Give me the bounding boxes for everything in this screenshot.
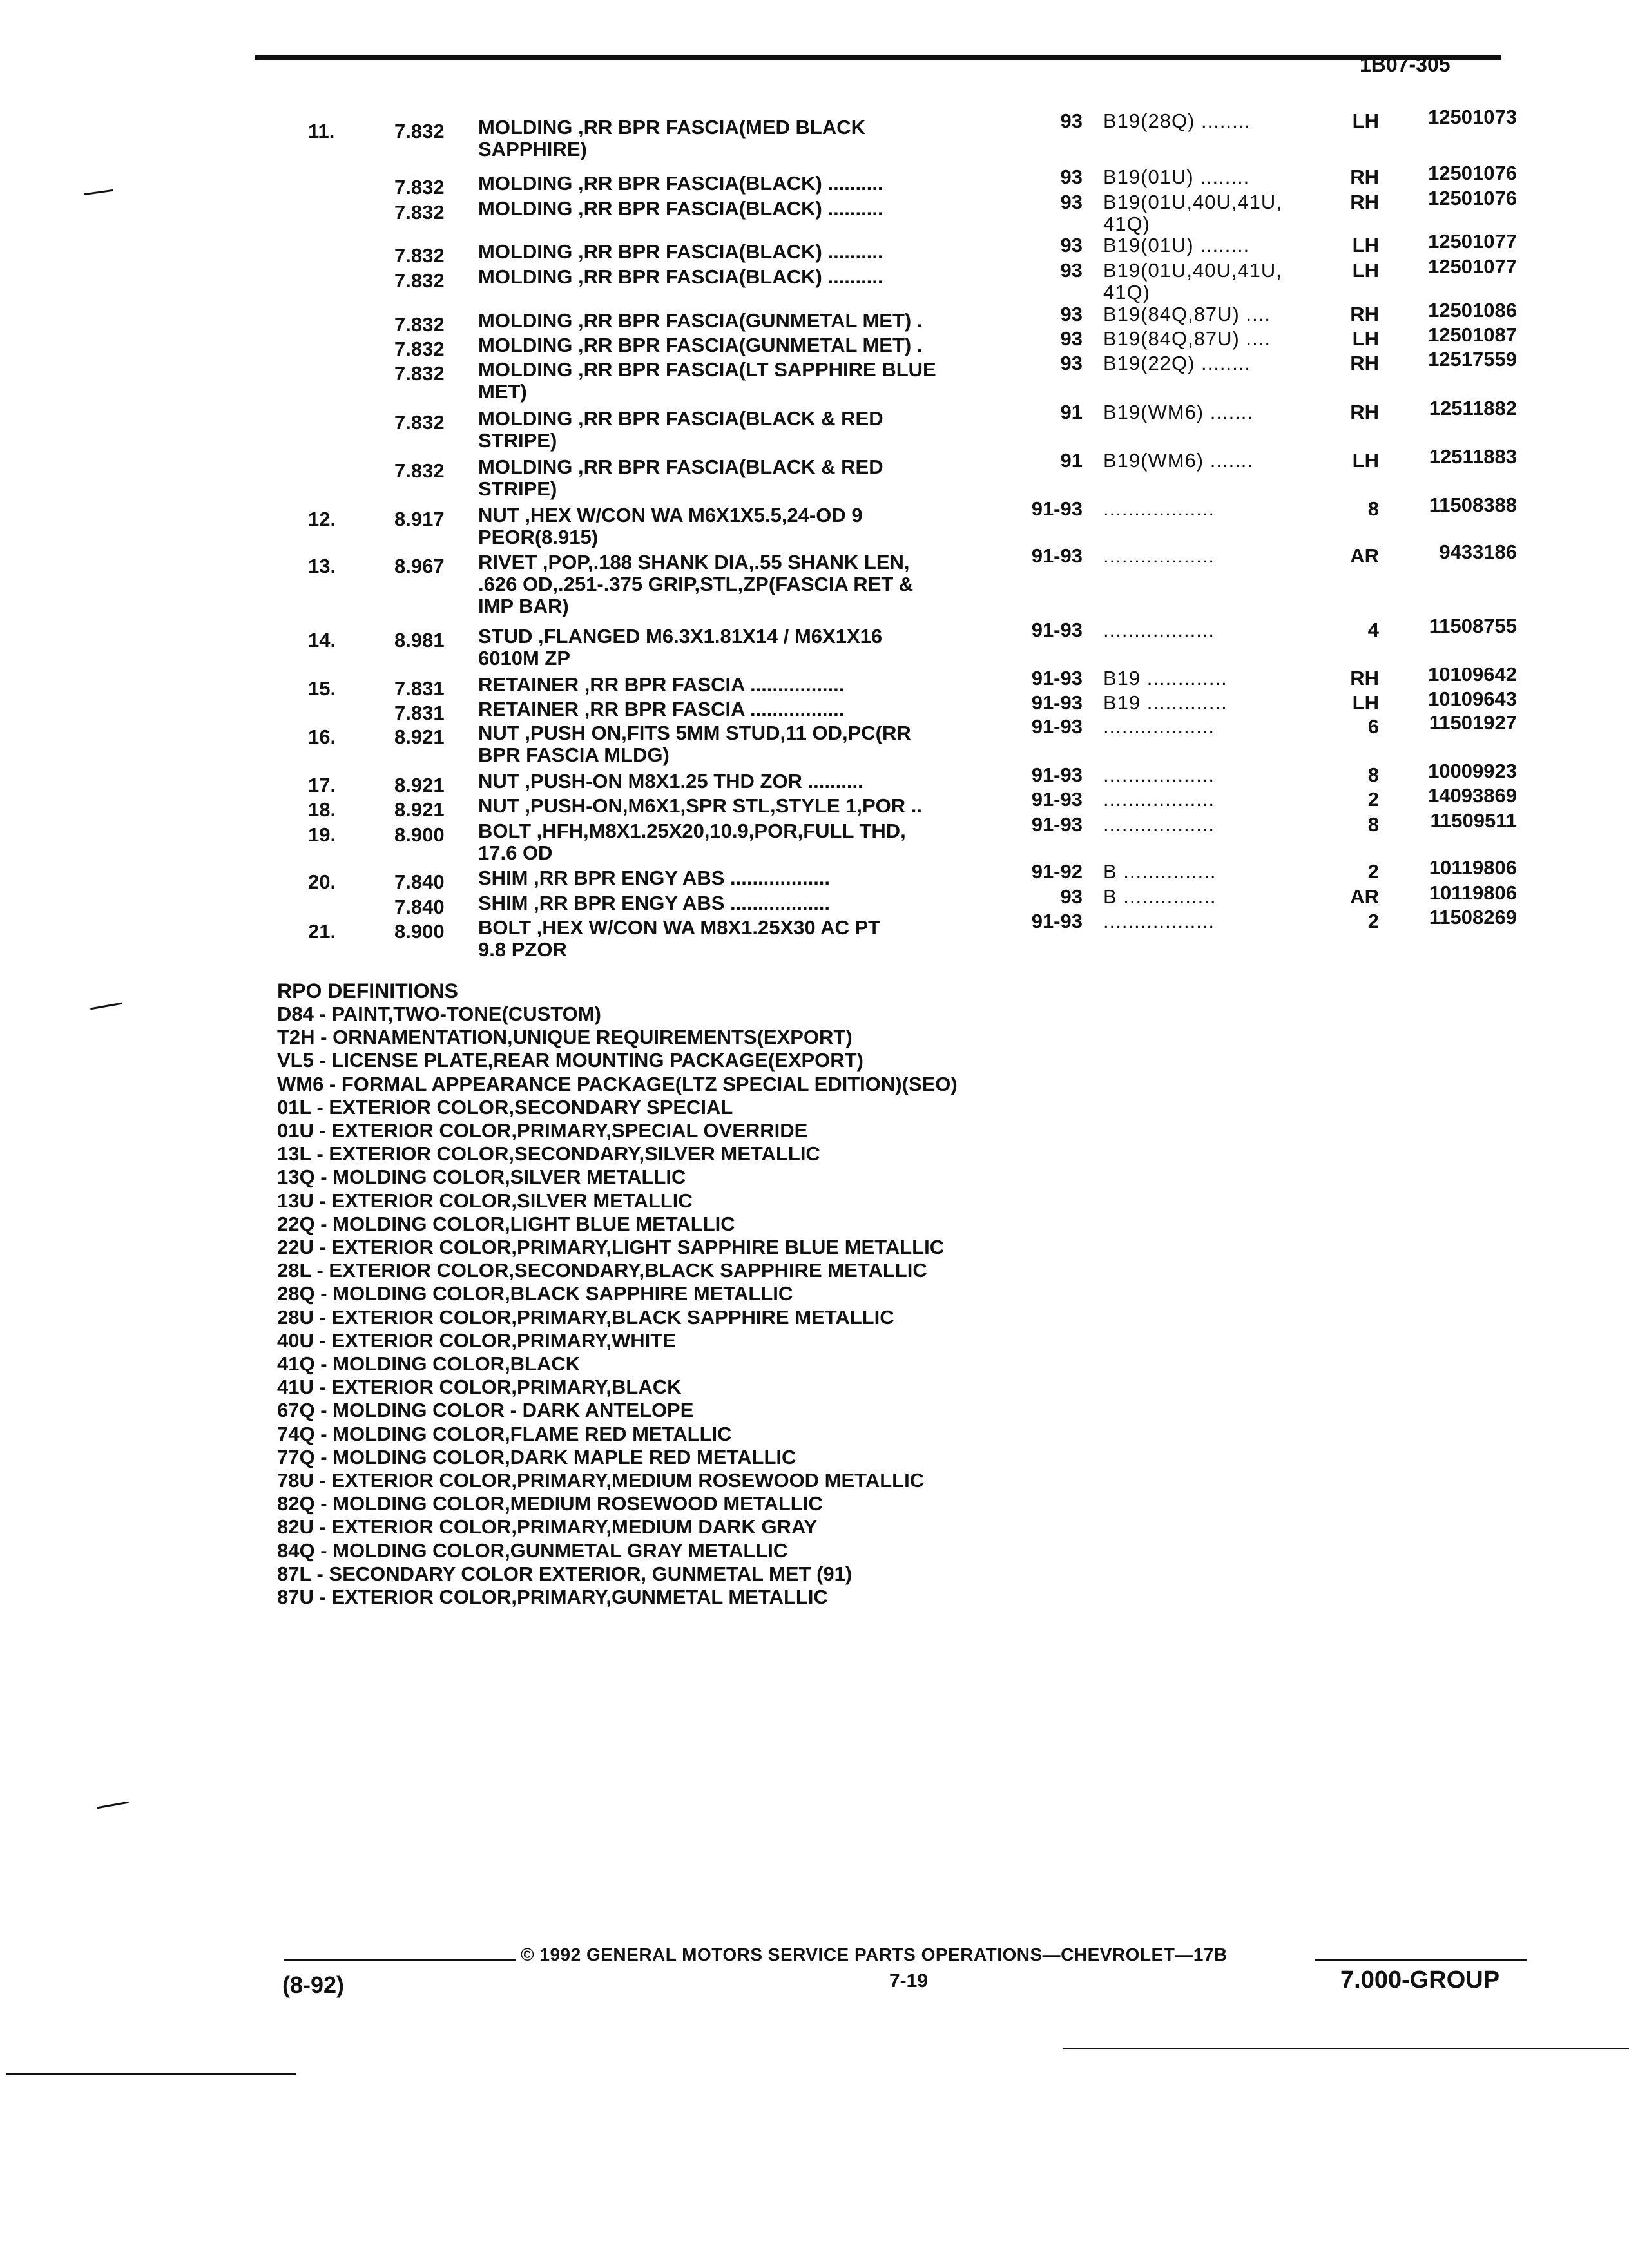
rpo-definition: 87U - EXTERIOR COLOR,PRIMARY,GUNMETAL METALLIC	[277, 1586, 828, 1609]
footer-rule-left	[284, 1959, 516, 1961]
item-number: 18.	[308, 798, 336, 821]
footer-page-number: 7-19	[889, 1970, 929, 1992]
part-description: NUT ,HEX W/CON WA M6X1X5.5,24-OD 9	[478, 504, 863, 526]
body-usage: B19(84Q,87U) ....	[1103, 327, 1271, 350]
part-description: MOLDING ,RR BPR FASCIA(BLACK & RED	[478, 456, 883, 478]
side-or-qty: 2	[1367, 860, 1379, 883]
model-year: 91-93	[1031, 619, 1083, 641]
group-number: 7.832	[394, 411, 445, 434]
item-number: 13.	[308, 555, 336, 577]
model-year: 91-93	[1031, 544, 1083, 567]
part-description: MOLDING ,RR BPR FASCIA(MED BLACK	[478, 116, 866, 139]
group-number: 7.832	[394, 269, 445, 292]
part-number: 12501076	[1428, 187, 1517, 209]
part-number: 10109642	[1428, 663, 1517, 686]
part-description: SHIM ,RR BPR ENGY ABS ..................	[478, 867, 831, 889]
body-usage-cont: 41Q)	[1103, 281, 1150, 303]
part-number: 12501076	[1428, 162, 1517, 184]
rpo-definition: D84 - PAINT,TWO-TONE(CUSTOM)	[277, 1003, 601, 1025]
model-year: 91-93	[1031, 691, 1083, 714]
rpo-definition: 22Q - MOLDING COLOR,LIGHT BLUE METALLIC	[277, 1212, 735, 1235]
body-usage: B19(22Q) ........	[1103, 352, 1251, 374]
rpo-definition: 22U - EXTERIOR COLOR,PRIMARY,LIGHT SAPPHIRE BLUE METALLIC	[277, 1236, 945, 1259]
rpo-definition: 13L - EXTERIOR COLOR,SECONDARY,SILVER METALLIC	[277, 1142, 820, 1166]
part-number: 11508388	[1429, 494, 1517, 516]
body-usage: ..................	[1103, 813, 1215, 836]
part-description: RIVET ,POP,.188 SHANK DIA,.55 SHANK LEN,	[478, 551, 910, 573]
rpo-definition: 28L - EXTERIOR COLOR,SECONDARY,BLACK SAPPHIRE METALLIC	[277, 1259, 927, 1282]
group-number: 7.832	[394, 362, 445, 385]
model-year: 93	[1060, 259, 1083, 282]
side-or-qty: 2	[1367, 788, 1379, 811]
model-year: 93	[1060, 352, 1083, 374]
part-number: 9433186	[1439, 541, 1517, 563]
part-description: MOLDING ,RR BPR FASCIA(BLACK) ..........	[478, 172, 883, 195]
rpo-definition: VL5 - LICENSE PLATE,REAR MOUNTING PACKAGE(EXPORT)	[277, 1049, 863, 1072]
model-year: 91-93	[1031, 764, 1083, 786]
rpo-definition: 01U - EXTERIOR COLOR,PRIMARY,SPECIAL OVERRIDE	[277, 1119, 808, 1142]
side-or-qty: 8	[1367, 497, 1379, 520]
rpo-definition: 41Q - MOLDING COLOR,BLACK	[277, 1352, 581, 1376]
part-description: BOLT ,HFH,M8X1.25X20,10.9,POR,FULL THD,	[478, 820, 906, 842]
body-usage-cont: 41Q)	[1103, 213, 1150, 235]
group-number: 8.981	[394, 629, 445, 651]
part-description: RETAINER ,RR BPR FASCIA .................	[478, 673, 845, 696]
part-number: 10009923	[1428, 760, 1517, 782]
part-description: MOLDING ,RR BPR FASCIA(BLACK) ..........	[478, 197, 883, 220]
group-number: 7.840	[394, 870, 445, 893]
body-usage: B19(01U) ........	[1103, 166, 1250, 188]
part-number: 12517559	[1428, 348, 1517, 370]
part-description-cont: SAPPHIRE)	[478, 138, 587, 160]
rpo-definition: 13U - EXTERIOR COLOR,SILVER METALLIC	[277, 1189, 693, 1212]
side-or-qty: LH	[1352, 449, 1379, 472]
rpo-definition: 67Q - MOLDING COLOR - DARK ANTELOPE	[277, 1399, 694, 1422]
rpo-definition: 28U - EXTERIOR COLOR,PRIMARY,BLACK SAPPHIRE METALLIC	[277, 1305, 894, 1329]
part-number: 12501077	[1428, 255, 1517, 278]
group-number: 7.832	[394, 459, 445, 482]
group-number: 7.832	[394, 338, 445, 360]
rpo-definition: 28Q - MOLDING COLOR,BLACK SAPPHIRE METALLIC	[277, 1282, 793, 1305]
group-number: 7.840	[394, 896, 445, 918]
group-number: 7.832	[394, 201, 445, 224]
part-number: 10119806	[1429, 881, 1517, 904]
rpo-definition: 87L - SECONDARY COLOR EXTERIOR, GUNMETAL MET (91)	[277, 1562, 853, 1585]
model-year: 91-93	[1031, 910, 1083, 932]
item-number: 17.	[308, 774, 336, 796]
model-year: 93	[1060, 327, 1083, 350]
group-number: 8.900	[394, 823, 445, 846]
group-number: 8.921	[394, 726, 445, 748]
model-year: 91	[1060, 401, 1083, 423]
item-number: 14.	[308, 629, 336, 651]
model-year: 93	[1060, 166, 1083, 188]
rpo-definition: WM6 - FORMAL APPEARANCE PACKAGE(LTZ SPECIAL EDITION)(SEO)	[277, 1072, 958, 1095]
body-usage: B ...............	[1103, 885, 1217, 908]
model-year: 91-93	[1031, 715, 1083, 738]
rpo-lines	[277, 1003, 958, 1609]
body-usage: B19(84Q,87U) ....	[1103, 303, 1271, 325]
model-year: 91-93	[1031, 667, 1083, 689]
scan-mark	[90, 1003, 122, 1010]
body-usage: B19(28Q) ........	[1103, 110, 1251, 132]
rpo-definition: 78U - EXTERIOR COLOR,PRIMARY,MEDIUM ROSEWOOD METALLIC	[277, 1469, 925, 1492]
part-description-cont: MET)	[478, 380, 527, 403]
rpo-definition: 13Q - MOLDING COLOR,SILVER METALLIC	[277, 1166, 686, 1189]
side-or-qty: LH	[1352, 691, 1379, 714]
side-or-qty: LH	[1352, 234, 1379, 256]
model-year: 93	[1060, 303, 1083, 325]
body-usage: ..................	[1103, 910, 1215, 932]
rpo-definition: 77Q - MOLDING COLOR,DARK MAPLE RED METALLIC	[277, 1445, 796, 1468]
group-number: 8.917	[394, 508, 445, 530]
group-number: 8.900	[394, 920, 445, 943]
model-year: 91-93	[1031, 497, 1083, 520]
part-description: MOLDING ,RR BPR FASCIA(BLACK & RED	[478, 407, 883, 430]
part-description: STUD ,FLANGED M6.3X1.81X14 / M6X1X16	[478, 625, 883, 648]
side-or-qty: 8	[1367, 764, 1379, 786]
side-or-qty: AR	[1350, 885, 1379, 908]
model-year: 93	[1060, 191, 1083, 213]
item-number: 12.	[308, 508, 336, 530]
rpo-definition: 74Q - MOLDING COLOR,FLAME RED METALLIC	[277, 1422, 732, 1445]
body-usage: ..................	[1103, 715, 1215, 738]
item-number: 20.	[308, 870, 336, 893]
side-or-qty: RH	[1350, 191, 1379, 213]
body-usage: ..................	[1103, 764, 1215, 786]
scan-mark	[1063, 2048, 1629, 2049]
group-number: 8.921	[394, 774, 445, 796]
item-number: 21.	[308, 920, 336, 943]
group-number: 7.831	[394, 702, 445, 724]
part-description-cont: 17.6 OD	[478, 841, 553, 864]
rpo-definition: 01L - EXTERIOR COLOR,SECONDARY SPECIAL	[277, 1095, 733, 1119]
part-number: 10109643	[1428, 687, 1517, 710]
body-usage: ..................	[1103, 788, 1215, 811]
model-year: 93	[1060, 885, 1083, 908]
scan-mark	[6, 2073, 296, 2075]
part-description-cont: 9.8 PZOR	[478, 938, 567, 961]
group-number: 7.832	[394, 244, 445, 267]
group-number: 7.832	[394, 313, 445, 336]
body-usage: B19(WM6) .......	[1103, 401, 1254, 423]
body-usage: ..................	[1103, 544, 1215, 567]
body-usage: B19(01U) ........	[1103, 234, 1250, 256]
part-description: MOLDING ,RR BPR FASCIA(GUNMETAL MET) .	[478, 309, 923, 332]
model-year: 91-93	[1031, 788, 1083, 811]
part-description-cont: 6010M ZP	[478, 647, 571, 669]
part-description-cont: BPR FASCIA MLDG)	[478, 744, 670, 766]
group-number: 7.832	[394, 176, 445, 198]
group-number: 7.831	[394, 677, 445, 700]
footer-date: (8-92)	[282, 1972, 345, 1998]
group-number: 8.921	[394, 798, 445, 821]
part-description-cont: PEOR(8.915)	[478, 526, 599, 548]
side-or-qty: LH	[1352, 327, 1379, 350]
part-number: 11509511	[1430, 809, 1517, 832]
part-description-cont: STRIPE)	[478, 477, 557, 500]
model-year: 91-93	[1031, 813, 1083, 836]
body-usage: B19 .............	[1103, 691, 1228, 714]
part-description: MOLDING ,RR BPR FASCIA(BLACK) ..........	[478, 265, 883, 288]
body-usage: B19 .............	[1103, 667, 1228, 689]
side-or-qty: RH	[1350, 401, 1379, 423]
body-usage: B ...............	[1103, 860, 1217, 883]
part-description: MOLDING ,RR BPR FASCIA(LT SAPPHIRE BLUE	[478, 358, 936, 381]
part-description: RETAINER ,RR BPR FASCIA .................	[478, 698, 845, 720]
parts-list	[0, 0, 1629, 966]
part-description: MOLDING ,RR BPR FASCIA(GUNMETAL MET) .	[478, 334, 923, 356]
side-or-qty: 4	[1367, 619, 1379, 641]
part-description: NUT ,PUSH ON,FITS 5MM STUD,11 OD,PC(RR	[478, 722, 911, 744]
model-year: 93	[1060, 110, 1083, 132]
body-usage: B19(01U,40U,41U,	[1103, 191, 1282, 213]
rpo-definition: 84Q - MOLDING COLOR,GUNMETAL GRAY METALLIC	[277, 1539, 788, 1562]
rpo-title: RPO DEFINITIONS	[277, 979, 458, 1003]
item-number: 11.	[308, 120, 335, 142]
body-usage: ..................	[1103, 497, 1215, 520]
rpo-definition: T2H - ORNAMENTATION,UNIQUE REQUIREMENTS(EXPORT)	[277, 1026, 853, 1049]
body-usage: ..................	[1103, 619, 1215, 641]
part-number: 11508269	[1429, 906, 1517, 928]
side-or-qty: 8	[1367, 813, 1379, 836]
part-number: 12511882	[1429, 397, 1517, 419]
model-year: 93	[1060, 234, 1083, 256]
rpo-definition: 82U - EXTERIOR COLOR,PRIMARY,MEDIUM DARK GRAY	[277, 1515, 818, 1539]
part-description: NUT ,PUSH-ON,M6X1,SPR STL,STYLE 1,POR ..	[478, 794, 922, 817]
part-number: 11508755	[1429, 615, 1517, 637]
model-year: 91	[1060, 449, 1083, 472]
side-or-qty: AR	[1350, 544, 1379, 567]
part-description-cont: .626 OD,.251-.375 GRIP,STL,ZP(FASCIA RET &	[478, 573, 914, 595]
side-or-qty: RH	[1350, 667, 1379, 689]
page-code: 1B07-305	[1360, 53, 1451, 76]
rpo-definition: 40U - EXTERIOR COLOR,PRIMARY,WHITE	[277, 1329, 676, 1352]
item-number: 19.	[308, 823, 336, 846]
part-description: SHIM ,RR BPR ENGY ABS ..................	[478, 892, 831, 914]
side-or-qty: RH	[1350, 303, 1379, 325]
part-number: 12501077	[1428, 230, 1517, 253]
group-number: 7.832	[394, 120, 445, 142]
footer-copyright: © 1992 GENERAL MOTORS SERVICE PARTS OPERATIONS—CHEVROLET—17B	[521, 1945, 1228, 1965]
side-or-qty: 2	[1367, 910, 1379, 932]
model-year: 91-92	[1031, 860, 1083, 883]
body-usage: B19(WM6) .......	[1103, 449, 1254, 472]
part-description: MOLDING ,RR BPR FASCIA(BLACK) ..........	[478, 240, 883, 263]
rpo-definition: 82Q - MOLDING COLOR,MEDIUM ROSEWOOD METALLIC	[277, 1492, 823, 1515]
side-or-qty: LH	[1352, 259, 1379, 282]
part-number: 12501087	[1428, 323, 1517, 346]
side-or-qty: RH	[1350, 352, 1379, 374]
part-number: 10119806	[1429, 856, 1517, 879]
rpo-definitions	[277, 979, 958, 1609]
part-number: 12501073	[1428, 106, 1517, 128]
footer-group-label: 7.000-GROUP	[1340, 1966, 1500, 1994]
side-or-qty: 6	[1367, 715, 1379, 738]
part-number: 11501927	[1429, 711, 1517, 734]
part-number: 12501086	[1428, 299, 1517, 322]
part-description-cont: IMP BAR)	[478, 595, 569, 617]
rpo-definition: 41U - EXTERIOR COLOR,PRIMARY,BLACK	[277, 1376, 682, 1399]
part-number: 12511883	[1429, 445, 1517, 468]
part-description-cont: STRIPE)	[478, 429, 557, 452]
side-or-qty: LH	[1352, 110, 1379, 132]
item-number: 15.	[308, 677, 336, 700]
side-or-qty: RH	[1350, 166, 1379, 188]
scan-mark	[97, 1802, 129, 1809]
part-description: NUT ,PUSH-ON M8X1.25 THD ZOR ..........	[478, 770, 863, 793]
body-usage: B19(01U,40U,41U,	[1103, 259, 1282, 282]
part-description: BOLT ,HEX W/CON WA M8X1.25X30 AC PT	[478, 916, 881, 939]
group-number: 8.967	[394, 555, 445, 577]
item-number: 16.	[308, 726, 336, 748]
part-number: 14093869	[1428, 784, 1517, 807]
footer-rule-right	[1315, 1959, 1527, 1961]
